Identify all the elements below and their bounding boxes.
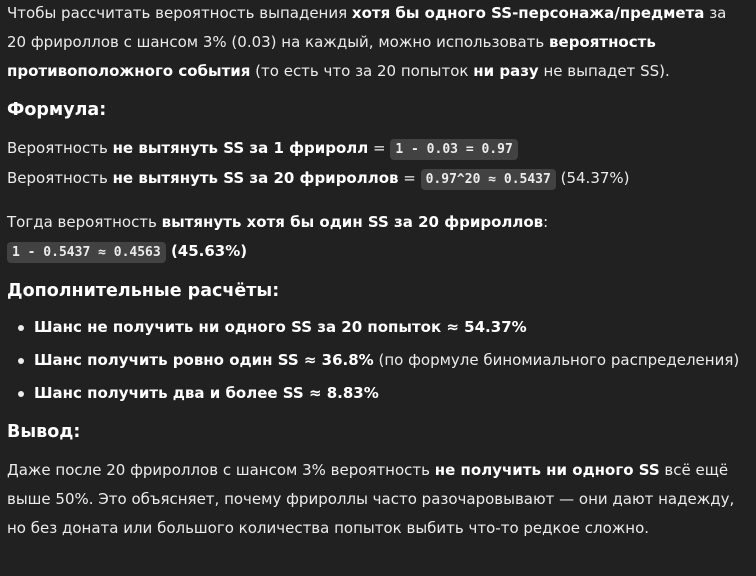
formula-line-2-code: 0.97^20 ≈ 0.5437 [421,169,556,190]
intro-bold-3: ни разу [473,62,539,80]
list-item [7,379,748,408]
formula-line-2-bold: не вытянуть SS за 20 фрироллов [112,169,399,187]
list-item-bold: Шанс получить два и более SS ≈ 8.83% [34,384,379,402]
intro-text-2: за 20 фрироллов с шансом 3% (0.03) на каждый, можно использовать [7,4,727,51]
bullet-icon [18,391,24,397]
extra-list [7,313,748,408]
conclusion-paragraph [7,456,748,543]
intro-bold-1: хотя бы одного SS-персонажа/предмета [351,4,705,22]
conclusion-heading: Вывод: [7,422,81,442]
formula-line-2-prefix: Вероятность [7,169,113,187]
then-bold: вытянуть хотя бы один SS за 20 фрироллов [161,213,544,231]
list-item [7,313,748,342]
formula-line-1-code: 1 - 0.03 = 0.97 [390,139,517,160]
list-item-text: (по формуле биномиального распределения) [373,351,740,369]
then-prefix: Тогда вероятность [7,213,162,231]
formula-line-1 [7,134,748,164]
intro-bold-2: вероятность противоположного события [7,33,656,80]
formula-line-2 [7,164,748,194]
intro-paragraph [7,0,748,86]
bullet-icon [18,325,24,331]
formula-line-1-prefix: Вероятность [7,139,113,157]
bullet-icon [18,358,24,364]
conclusion-bold: не получить ни одного SS [434,461,660,479]
intro-text-1: Чтобы рассчитать вероятность выпадения [7,4,352,22]
list-item [7,346,748,375]
conclusion-text-2: всё ещё выше 50%. Это объясняет, почему фрироллы часто разочаровывают — они дают надежду, но без доната или большого количества попыток выбить что-то редкое сложно. [7,461,735,537]
conclusion-text-1: Даже после 20 фрироллов с шансом 3% вероятность [7,461,435,479]
formula-line-1-eq: = [368,139,391,157]
result-code: 1 - 0.5437 ≈ 0.4563 [7,242,166,263]
then-suffix: : [543,213,549,231]
formula-heading: Формула: [7,100,107,120]
result-line [7,237,748,267]
formula-line-2-eq: = [398,169,421,187]
list-item-bold: Шанс получить ровно один SS ≈ 36.8% [34,351,374,369]
result-percent: (45.63%) [165,242,248,260]
formula-line-2-suffix: (54.37%) [555,169,630,187]
formula-line-1-bold: не вытянуть SS за 1 фриролл [112,139,369,157]
list-item-bold: Шанс не получить ни одного SS за 20 попыток ≈ 54.37% [34,318,527,336]
then-line [7,208,748,237]
intro-text-4: не выпадет SS). [538,62,670,80]
intro-text-3: (то есть что за 20 попыток [250,62,474,80]
extra-heading: Дополнительные расчёты: [7,281,280,301]
